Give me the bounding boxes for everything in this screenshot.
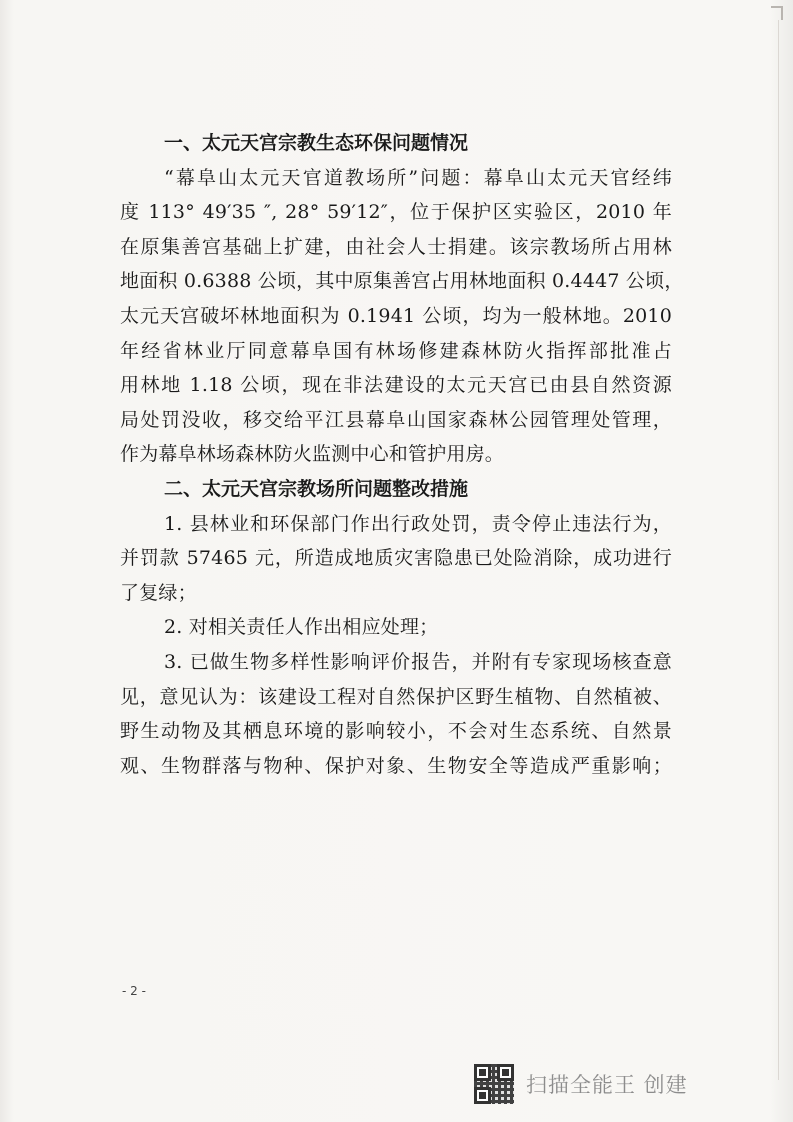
item3-line: 观、生物群落与物种、保护对象、生物安全等造成严重影响；	[120, 754, 672, 777]
document-body	[120, 126, 684, 783]
section1-line: 年经省林业厅同意幕阜国有林场修建森林防火指挥部批准占	[120, 339, 672, 362]
section1-line: 在原集善宫基础上扩建，由社会人士捐建。该宗教场所占用林	[120, 235, 672, 258]
page-edge-line	[778, 20, 779, 1080]
section1-line: 度 113° 49′35 ″, 28° 59′12″，位于保护区实验区，2010 年	[120, 201, 672, 224]
qr-code-icon	[474, 1064, 514, 1104]
section1-line: “幕阜山太元天官道教场所”问题：幕阜山太元天官经纬	[164, 166, 672, 189]
section1-line: 用林地 1.18 公顷，现在非法建设的太元天宫已由县自然资源	[120, 374, 672, 397]
item3-line: 见，意见认为：该建设工程对自然保护区野生植物、自然植被、	[120, 685, 672, 708]
section1-line: 作为幕阜林场森林防火监测中心和管护用房。	[120, 443, 505, 466]
corner-mark	[771, 6, 783, 20]
section1-line: 太元天宫破坏林地面积为 0.1941 公顷，均为一般林地。2010	[120, 304, 672, 327]
section1-heading: 一、太元天宫宗教生态环保问题情况	[164, 132, 469, 154]
page-number: - 2 -	[122, 984, 146, 998]
scanner-watermark	[474, 1064, 688, 1104]
item3-line: 3. 已做生物多样性影响评价报告，并附有专家现场核查意	[164, 650, 672, 673]
section2-heading: 二、太元天宫宗教场所问题整改措施	[164, 477, 469, 500]
item1-line: 了复绿；	[120, 581, 197, 604]
item1-line: 1. 县林业和环保部门作出行政处罚，责令停止违法行为，	[164, 512, 672, 535]
item3-line: 野生动物及其栖息环境的影响较小，不会对生态系统、自然景	[120, 720, 672, 743]
watermark-text: 扫描全能王 创建	[526, 1073, 688, 1097]
item2-line: 2. 对相关责任人作出相应处理；	[164, 616, 439, 639]
section1-line: 地面积 0.6388 公顷，其中原集善宫占用林地面积 0.4447 公顷，	[120, 270, 684, 293]
section1-line: 局处罚没收，移交给平江县幕阜山国家森林公园管理处管理，	[120, 408, 672, 431]
item1-line: 并罚款 57465 元，所造成地质灾害隐患已处险消除，成功进行	[120, 547, 672, 570]
